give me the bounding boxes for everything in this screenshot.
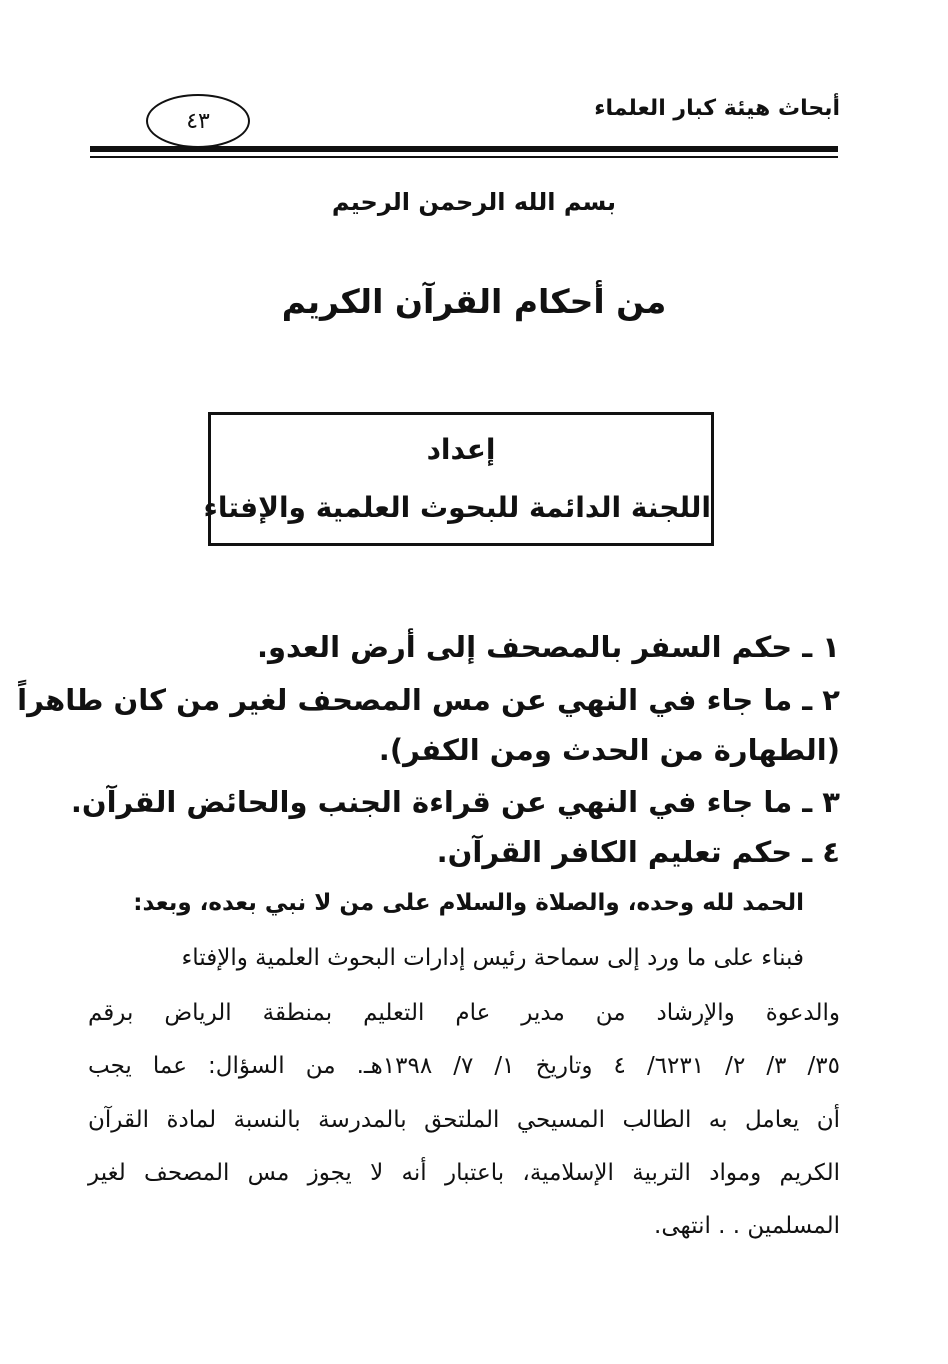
body-line-4: أن يعامل به الطالب المسيحي الملتحق بالمدرسة بالنسبة لمادة القرآن [88,1107,840,1133]
contents-item-2-cont: (الطهارة من الحدث ومن الكفر). [378,733,840,767]
body-line-5: الكريم ومواد التربية الإسلامية، باعتبار أنه لا يجوز مس المصحف لغير [88,1160,840,1186]
credit-committee: اللجنة الدائمة للبحوث العلمية والإفتاء [203,491,711,524]
page-number: ٤٣ [146,94,250,148]
body-line-6: المسلمين . . انتهى. [654,1213,840,1239]
basmala: بسم الله الرحمن الرحيم [331,188,617,216]
running-head-title: أبحاث هيئة كبار العلماء [594,96,840,121]
contents-item-4: ٤ ـ حكم تعليم الكافر القرآن. [436,835,840,869]
credit-box [203,412,714,546]
credit-label: إعداد [426,433,496,466]
body-line-1: فبناء على ما ورد إلى سماحة رئيس إدارات البحوث العلمية والإفتاء [181,945,804,971]
contents-item-3: ٣ ـ ما جاء في النهي عن قراءة الجنب والحائض القرآن. [70,785,840,819]
body-line-2: والدعوة والإرشاد من مدير عام التعليم بمنطقة الرياض برقم [88,1000,840,1026]
contents-item-1: ١ ـ حكم السفر بالمصحف إلى أرض العدو. [257,630,840,664]
body-opening: الحمد لله وحده، والصلاة والسلام على من لا نبي بعده، وبعد: [133,890,804,916]
body-line-3: ٣٥/ ٣/ ٢/ ٦٢٣١/ ٤ وتاريخ ١/ ٧/ ١٣٩٨هـ. من السؤال: عما يجب [88,1053,840,1079]
page-title: من أحكام القرآن الكريم [281,282,667,321]
header-rule-thin [90,156,838,158]
contents-item-2: ٢ ـ ما جاء في النهي عن مس المصحف لغير من كان طاهراً [17,683,840,717]
